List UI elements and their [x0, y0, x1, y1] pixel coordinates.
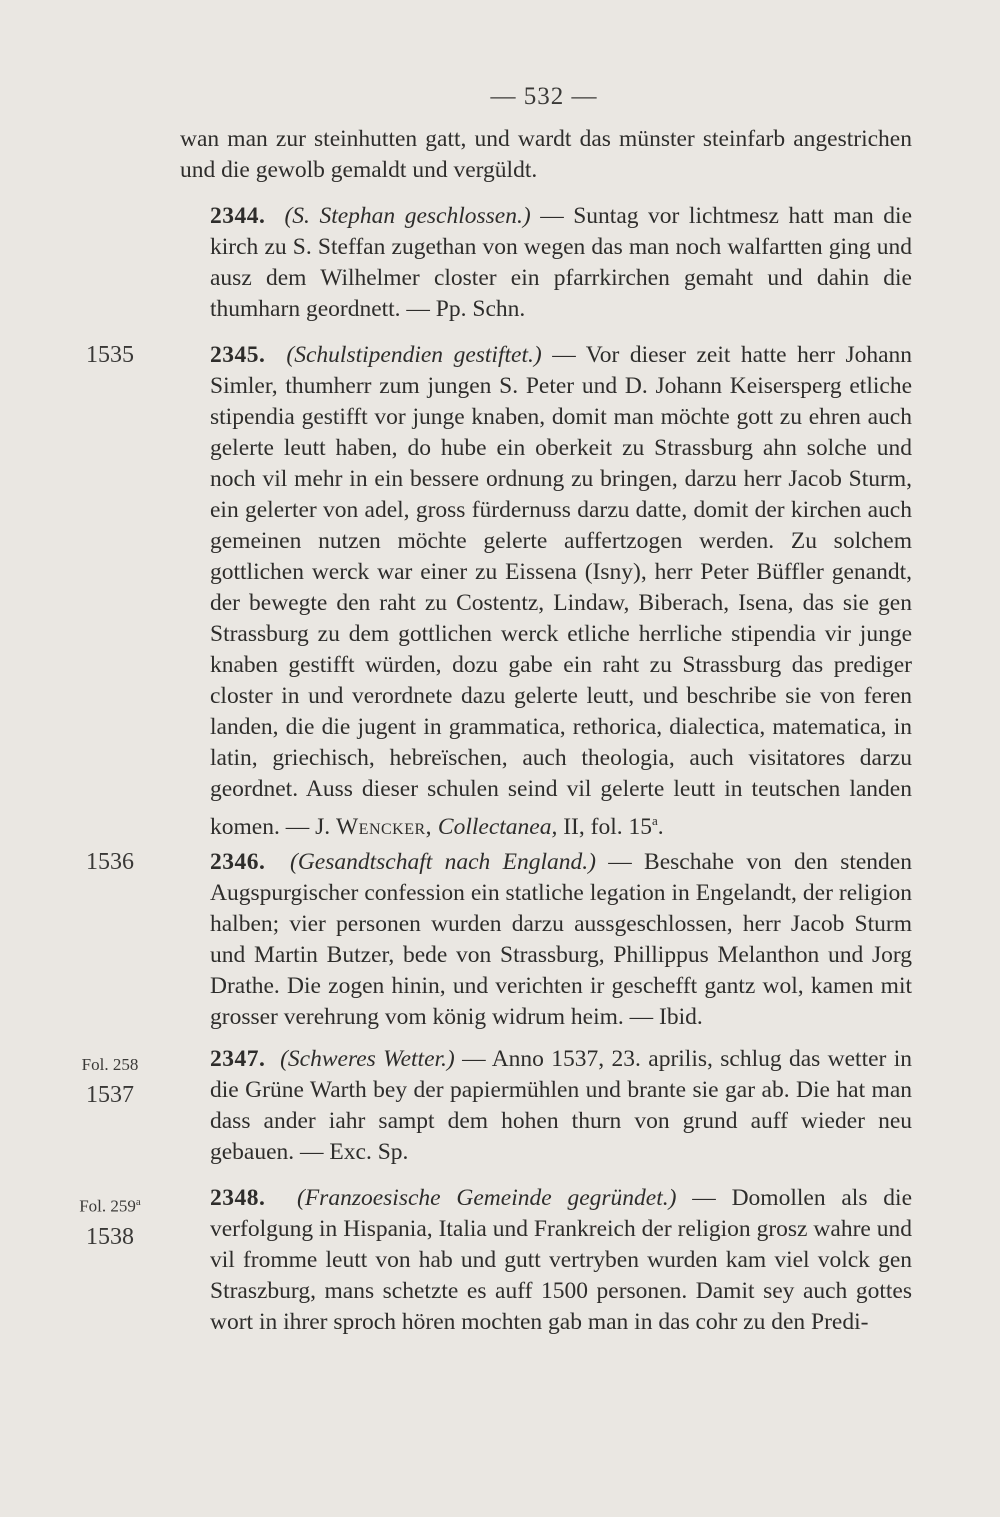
margin-folio: Fol. 258: [81, 1055, 139, 1074]
margin-note-2345: [60, 340, 160, 370]
source-sup: a: [652, 813, 658, 828]
entry-2345: [180, 340, 912, 843]
margin-note-2348: [60, 1187, 160, 1252]
page-number: — 532 —: [490, 83, 598, 110]
entry-title: (Schweres Wetter.): [280, 1046, 455, 1072]
margin-year: 1536: [86, 849, 134, 875]
entry-text: — Vor dieser zeit hatte herr Johann Simler, thumherr zum jungen S. Peter und D. Johann Keisersperg etliche stipendia gestifft vor junge knaben, domit man möchte gott zu ehren auch gelerte leutt haben, do hube ein oberkeit zu Strassburg ahn solche und noch vil mehr in ein bessere ordnung zu bringen, darzu herr Jacob Sturm, ein gelerter von adel, gross fürdernuss darzu datte, domit der kirchen auch gemeinen nutzen möchte gelerte auffertzogen werden. Zu solchem gottlichen werck war einer zu Eissena (Isny), herr Peter Büffler genandt, der bewegte den raht zu Costentz, Lindaw, Biberach, Isena, das sie gen Strassburg zu dem gottlichen werck etliche herrliche stipendia vir junge knaben gestifft würden, dozu gabe ein raht zu Strassburg das prediger closter in und verordnete dazu gelerte leutt, und beschribe sie von feren landen, die die jugent in grammatica, rethorica, dialectica, matematica, in latin, griechisch, hebreïschen, auch theologia, auch visitatores darzu geordnet. Auss dieser schulen seind vil gelerte leutt in teutschen landen komen. — J.: [210, 342, 913, 840]
entry-2348: [180, 1183, 912, 1338]
entry-number: 2346.: [210, 849, 266, 875]
entry-number: 2345.: [210, 342, 266, 368]
entry-text: — Domollen als die verfolgung in Hispania, Italia und Frankreich der religion grosz wahre und vil fromme leutt von hab und gutt vertryben wurden kam viel volck gen Straszburg, mans schetzte es auff 1500 personen. Damit sey auch gottes wort in ihrer sproch hören mochten gab man in das cohr zu den Predi-: [210, 1185, 912, 1335]
source-ref: II, fol. 15: [563, 813, 652, 840]
margin-folio: [60, 1187, 160, 1222]
entry-text: — Suntag vor lichtmesz hatt man die kirch zu S. Steffan zugethan von wegen das man noch walfartten ging und ausz dem Wilhelmer closter ein pfarrkirchen gemaht und dahin die thumharn geordnett. — Pp. Schn.: [210, 203, 912, 322]
entry-title: (Schulstipendien gestiftet.): [286, 342, 542, 368]
entry-text: — Anno 1537, 23. aprilis, schlug das wetter in die Grüne Warth bey der papiermühlen und brante sie gar ab. Die hat man dass ander iahr sampt dem hohen thurn von grund auff wieder neu gebauen. — Exc. Sp.: [210, 1046, 913, 1165]
margin-year: 1538: [86, 1223, 134, 1250]
source-work: Collectanea,: [437, 813, 558, 840]
source-author: Wencker,: [335, 813, 433, 840]
entry-number: 2348.: [210, 1185, 266, 1211]
margin-year: 1537: [86, 1082, 134, 1108]
entry-number: 2344.: [210, 203, 266, 229]
entry-number: 2347.: [210, 1046, 266, 1072]
entry-text: — Beschahe von den stenden Augspurgischer confession ein statliche legation in Engelandt, der religion halben; vier personen wurden darzu aussgeschlossen, herr Jacob Sturm und Martin Butzer, bede von Strassburg, Phillippus Melanthon und Jorg Drathe. Die zogen hinin, und verichten ir geschefft gantz wol, kamen mit grosser verehrung vom könig widrum heim. — Ibid.: [210, 849, 912, 1030]
margin-year: 1535: [86, 342, 134, 368]
entry-title: (Franzoesische Gemeinde gegründet.): [297, 1185, 677, 1211]
source-end: .: [657, 813, 664, 840]
intro-paragraph: wan man zur steinhutten gatt, und wardt das münster steinfarb angestrichen und die gewolb gemaldt und vergüldt.: [180, 126, 912, 183]
entry-title: (Gesandtschaft nach England.): [290, 849, 596, 875]
entry-2347: [180, 1044, 912, 1168]
entry-2344: [180, 201, 912, 325]
entry-title: (S. Stephan geschlossen.): [284, 203, 531, 229]
entry-2346: [180, 847, 912, 1033]
margin-folio-text: Fol. 259: [79, 1196, 136, 1216]
margin-note-2346: [60, 847, 160, 877]
margin-folio-sup: a: [135, 1196, 141, 1208]
margin-note-2347: [60, 1050, 160, 1110]
